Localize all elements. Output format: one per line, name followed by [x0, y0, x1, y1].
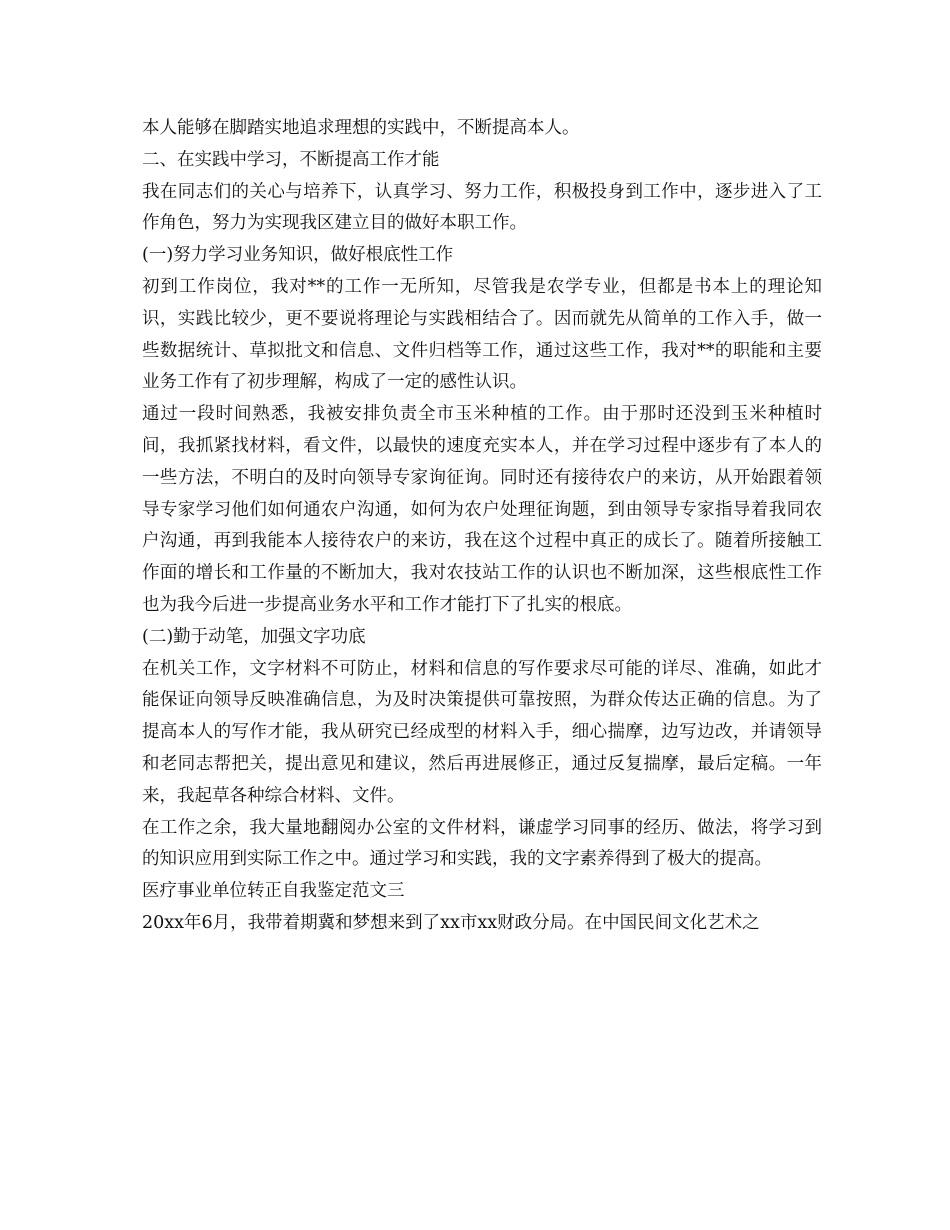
document-body	[142, 113, 822, 940]
paragraph: 我在同志们的关心与培养下，认真学习、努力工作，积极投身到工作中，逐步进入了工作角色，努力为实现我区建立目的做好本职工作。	[142, 181, 822, 234]
document-title: 医疗事业单位转正自我鉴定范文三	[142, 881, 405, 902]
paragraph: 20xx年6月，我带着期冀和梦想来到了xx市xx财政分局。在中国民间文化艺术之	[142, 912, 760, 933]
paragraph: 在工作之余，我大量地翻阅办公室的文件材料，谦虚学习同事的经历、做法，将学习到的知识应用到实际工作之中。通过学习和实践，我的文字素养得到了极大的提高。	[142, 817, 822, 870]
paragraph: 在机关工作，文字材料不可防止，材料和信息的写作要求尽可能的详尽、准确，如此才能保证向领导反映准确信息，为及时决策提供可靠按照，为群众传达正确的信息。为了提高本人的写作才能，我从研究已经成型的材料入手，细心揣摩，边写边改，并请领导和老同志帮把关，提出意见和建议，然后再进展修正，通过反复揣摩，最后定稿。一年来，我起草各种综合材料、文件。	[142, 658, 822, 806]
subsection-heading: (一)努力学习业务知识，做好根底性工作	[142, 245, 454, 266]
section-heading: 二、在实践中学习，不断提高工作才能	[142, 149, 440, 170]
paragraph: 本人能够在脚踏实地追求理想的实践中，不断提高本人。	[142, 118, 580, 138]
subsection-heading: (二)勤于动笔，加强文字功底	[142, 626, 366, 647]
paragraph: 通过一段时间熟悉，我被安排负责全市玉米种植的工作。由于那时还没到玉米种植时间，我抓紧找材料，看文件，以最快的速度充实本人，并在学习过程中逐步有了本人的一些方法，不明白的及时向领导专家询征询。同时还有接待农户的来访，从开始跟着领导专家学习他们如何通农户沟通，如何为农户处理征询题，到由领导专家指导着我同农户沟通，再到我能本人接待农户的来访，我在这个过程中真正的成长了。随着所接触工作面的增长和工作量的不断加大，我对农技站工作的认识也不断加深，这些根底性工作也为我今后进一步提高业务水平和工作才能打下了扎实的根底。	[142, 404, 822, 615]
paragraph: 初到工作岗位，我对**的工作一无所知，尽管我是农学专业，但都是书本上的理论知识，实践比较少，更不要说将理论与实践相结合了。因而就先从简单的工作入手，做一些数据统计、草拟批文和信息、文件归档等工作，通过这些工作，我对**的职能和主要业务工作有了初步理解，构成了一定的感性认识。	[142, 276, 822, 393]
